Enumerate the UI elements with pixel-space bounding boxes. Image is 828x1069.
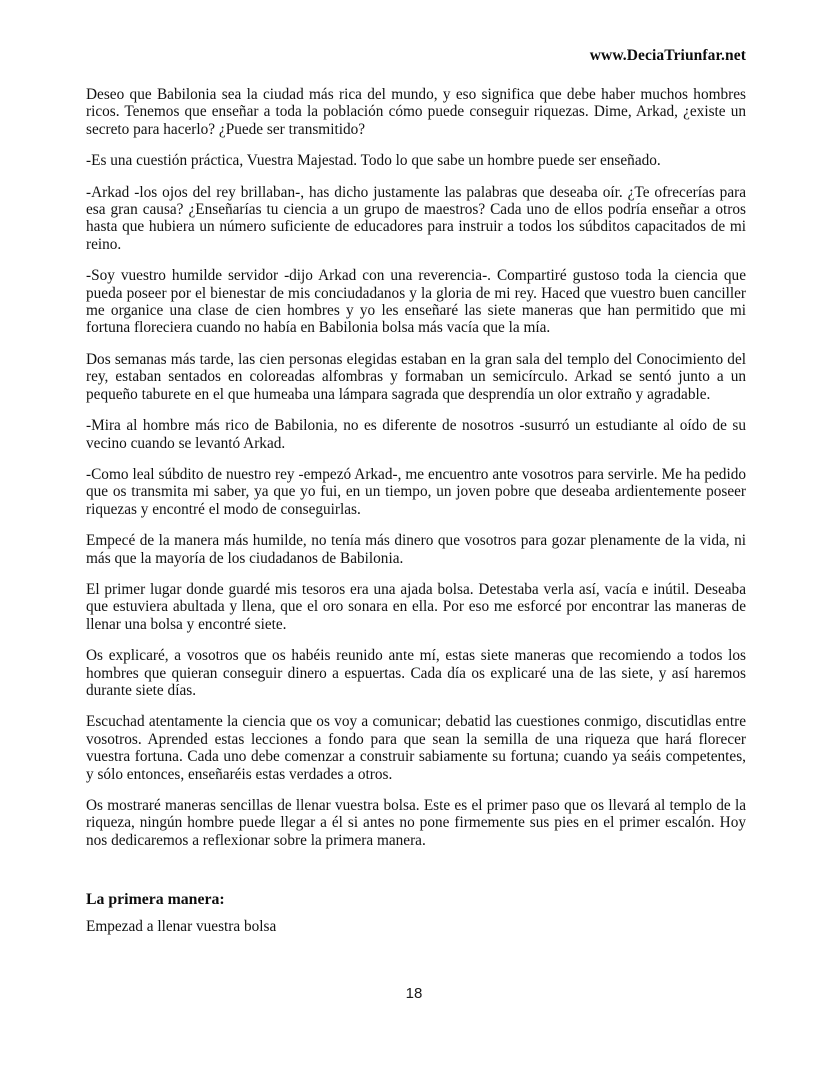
section-subline: Empezad a llenar vuestra bolsa xyxy=(86,918,277,936)
document-body xyxy=(86,86,746,936)
page-number: 18 xyxy=(405,985,423,1002)
paragraph: -Arkad -los ojos del rey brillaban-, has dicho justamente las palabras que deseaba oír. ¿Te ofrecerías para esa gran causa? ¿Enseñarías tu ciencia a un grupo de maestros? Cada uno de ellos podría enseñar a otros hasta que hubiera un número suficiente de educadores para instruir a todos los súbditos capacitados de mi reino. xyxy=(86,183,746,253)
paragraph: Empecé de la manera más humilde, no tenía más dinero que vosotros para gozar plenamente de la vida, ni más que la mayoría de los ciudadanos de Babilonia. xyxy=(86,532,746,567)
section-heading: La primera manera: xyxy=(86,891,225,909)
paragraph: -Como leal súbdito de nuestro rey -empezó Arkad-, me encuentro ante vosotros para servirle. Me ha pedido que os transmita mi saber, ya que yo fui, en un tiempo, un joven pobre que deseaba ardientemente poseer riquezas y encontré el modo de conseguirlas. xyxy=(86,465,746,518)
paragraph: -Mira al hombre más rico de Babilonia, no es diferente de nosotros -susurró un estudiante al oído de su vecino cuando se levantó Arkad. xyxy=(86,417,746,452)
paragraph: -Es una cuestión práctica, Vuestra Majestad. Todo lo que sabe un hombre puede ser enseñado. xyxy=(86,152,661,170)
paragraph: Dos semanas más tarde, las cien personas elegidas estaban en la gran sala del templo del Conocimiento del rey, estaban sentados en coloreadas alfombras y formaban un semicírculo. Arkad se sentó junto a un pequeño taburete en el que humeaba una lámpara sagrada que desprendía un olor extraño y agradable. xyxy=(86,350,746,403)
section-spacer xyxy=(86,863,746,891)
paragraph: Deseo que Babilonia sea la ciudad más rica del mundo, y eso significa que debe haber muchos hombres ricos. Tenemos que enseñar a toda la población cómo puede conseguir riquezas. Dime, Arkad, ¿existe un secreto para hacerlo? ¿Puede ser transmitido? xyxy=(86,86,746,138)
page-header-url: www.DeciaTriunfar.net xyxy=(589,47,746,64)
paragraph: El primer lugar donde guardé mis tesoros era una ajada bolsa. Detestaba verla así, vacía e inútil. Deseaba que estuviera abultada y llena, que el oro sonara en ella. Por eso me esforcé por encontrar las maneras de llenar una bolsa y encontré siete. xyxy=(86,580,746,633)
paragraph: -Soy vuestro humilde servidor -dijo Arkad con una reverencia-. Compartiré gustoso toda la ciencia que pueda poseer por el bienestar de mis conciudadanos y la gloria de mi rey. Haced que vuestro buen canciller me organice una clase de cien hombres y yo les enseñaré las siete maneras que han permitido que mi fortuna floreciera cuando no había en Babilonia bolsa más vacía que la mía. xyxy=(86,267,746,337)
paragraph: Escuchad atentamente la ciencia que os voy a comunicar; debatid las cuestiones conmigo, discutidlas entre vosotros. Aprended estas lecciones a fondo para que sean la semilla de una riqueza que hará florecer vuestra fortuna. Cada uno debe comenzar a construir sabiamente su fortuna; cuando ya seáis competentes, y sólo entonces, enseñaréis estas verdades a otros. xyxy=(86,713,746,783)
paragraph: Os explicaré, a vosotros que os habéis reunido ante mí, estas siete maneras que recomiendo a todos los hombres que quieran conseguir dinero a espuertas. Cada día os explicaré una de las siete, y así haremos durante siete días. xyxy=(86,647,746,699)
paragraph: Os mostraré maneras sencillas de llenar vuestra bolsa. Este es el primer paso que os llevará al templo de la riqueza, ningún hombre puede llegar a él si antes no pone firmemente sus pies en el primer escalón. Hoy nos dedicaremos a reflexionar sobre la primera manera. xyxy=(86,797,746,849)
